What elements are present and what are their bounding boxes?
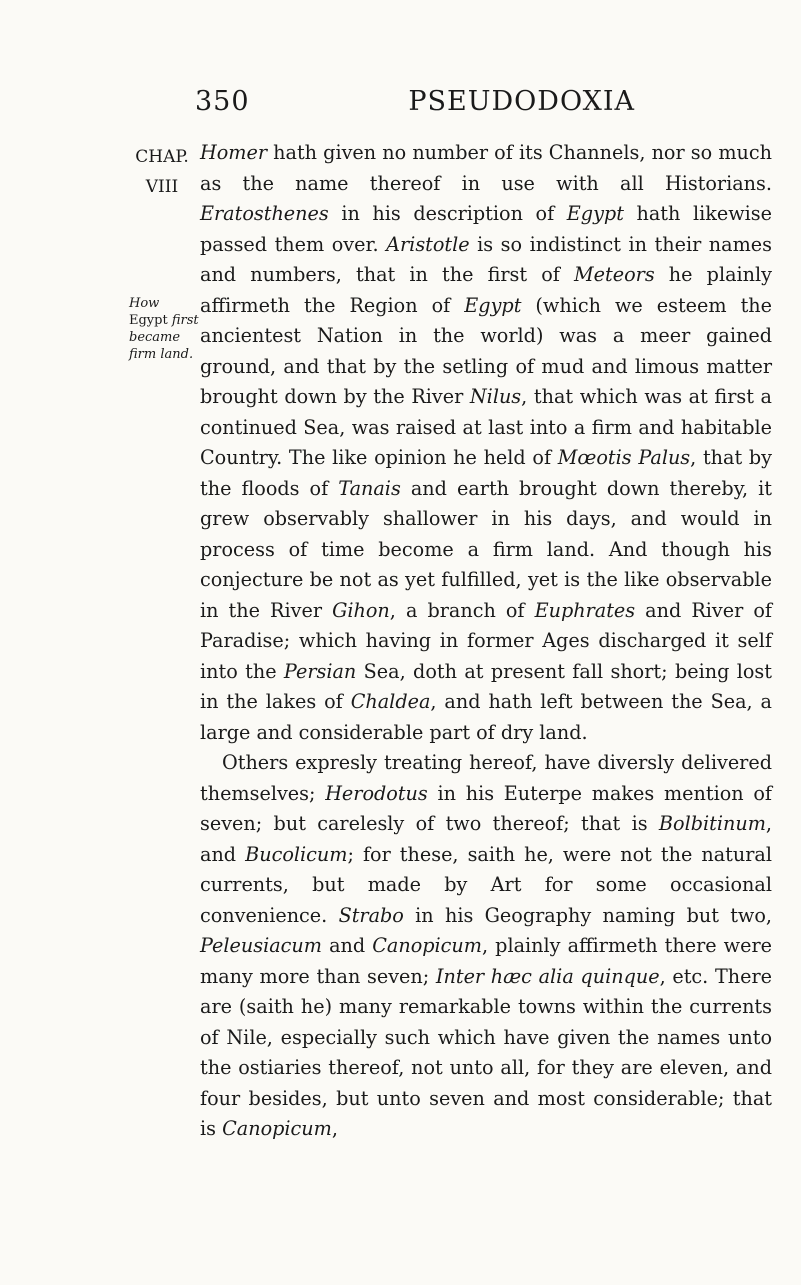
margin-note-pre: How	[129, 296, 160, 311]
chapter-marker	[129, 142, 195, 202]
page-number: 350	[195, 86, 250, 117]
text-run: and earth brought down thereby, it grew observably shallower in his days, and would in process of time become a firm land. And though his conjecture be not as yet fulfilled, yet is the like observable in the River	[200, 476, 773, 622]
italic-run: Strabo	[338, 903, 404, 927]
italic-run: Nilus	[469, 385, 522, 408]
italic-run: Inter hæc alia quinque	[435, 964, 660, 988]
italic-run: Euphrates	[534, 598, 636, 622]
running-title: PSEUDODOXIA	[408, 86, 635, 117]
chapter-number: VIII	[145, 177, 179, 197]
margin-note-word: Egypt	[129, 313, 168, 328]
text-run: , plainly affirmeth there were many more than seven;	[200, 934, 772, 988]
italic-run: Aristotle	[386, 232, 470, 256]
italic-run: Gihon	[332, 598, 390, 622]
text-run: , and hath left between the Sea, a large and considerable part of dry land.	[200, 690, 772, 744]
margin-note-rest: first became firm land.	[129, 313, 199, 362]
italic-run: Canopicum	[222, 1117, 332, 1140]
italic-run: Persian	[283, 659, 357, 683]
text-run: in his Geography naming but two,	[403, 903, 772, 927]
chapter-label: CHAP.	[135, 147, 189, 167]
text-run: , etc. There are (saith he) many remarkable towns within the currents of Nile, especially such which have given the names unto the ostiaries thereof, not unto all, for they are eleven, and four besides, but unto seven and most considerable; that is	[200, 964, 772, 1140]
text-run: Sea, doth at present fall short; being lost in the lakes of	[200, 659, 772, 713]
paragraph-2	[200, 748, 772, 1145]
text-run: , and	[200, 812, 772, 866]
text-run: he plainly affirmeth the Region of	[200, 263, 772, 317]
text-run: in his description of	[328, 202, 567, 225]
italic-run: Egypt	[566, 202, 624, 225]
italic-run: Bolbitinum	[658, 812, 766, 835]
italic-run: Egypt	[464, 293, 522, 317]
italic-run: Homer	[200, 141, 268, 164]
text-run: ,	[331, 1117, 338, 1140]
page-header	[195, 86, 635, 126]
margin-note	[129, 295, 199, 363]
text-run: in his Euterpe makes mention of seven; but carelesly of two thereof; that is	[200, 781, 773, 835]
text-run: and River of Paradise; which having in former Ages discharged it self into the	[200, 598, 772, 683]
text-run: hath given no number of its Channels, nor so much as the name thereof in use with all Historians.	[200, 141, 772, 195]
italic-run: Canopicum	[372, 934, 482, 957]
text-run: hath likewise passed them over.	[200, 202, 772, 256]
text-run: , a branch of	[389, 598, 535, 622]
text-run: Others expresly treating hereof, have diversly delivered themselves;	[200, 751, 772, 805]
text-run: ; for these, saith he, were not the natural currents, but made by Art for some occasional convenience.	[200, 842, 772, 927]
text-run: (which we esteem the ancientest Nation in the world) was a meer gained ground, and that by the setling of mud and limous matter brought down by the River	[200, 293, 772, 408]
italic-run: Mœotis Palus	[557, 446, 691, 469]
body-text	[200, 138, 772, 1145]
text-run: and	[321, 934, 373, 957]
italic-run: Peleusiacum	[200, 934, 322, 957]
italic-run: Bucolicum	[245, 842, 348, 866]
italic-run: Herodotus	[325, 781, 428, 805]
italic-run: Tanais	[338, 476, 401, 500]
text-run: , that by the floods of	[200, 446, 773, 500]
italic-run: Chaldea	[350, 690, 431, 713]
text-run: , that which was at first a continued Sea, was raised at last into a firm and habitable Country. The like opinion he held of	[200, 385, 773, 469]
italic-run: Eratosthenes	[200, 202, 329, 225]
text-run: is so indistinct in their names and numbers, that in the first of	[200, 232, 772, 286]
italic-run: Meteors	[574, 263, 655, 286]
paragraph-1	[200, 138, 772, 748]
